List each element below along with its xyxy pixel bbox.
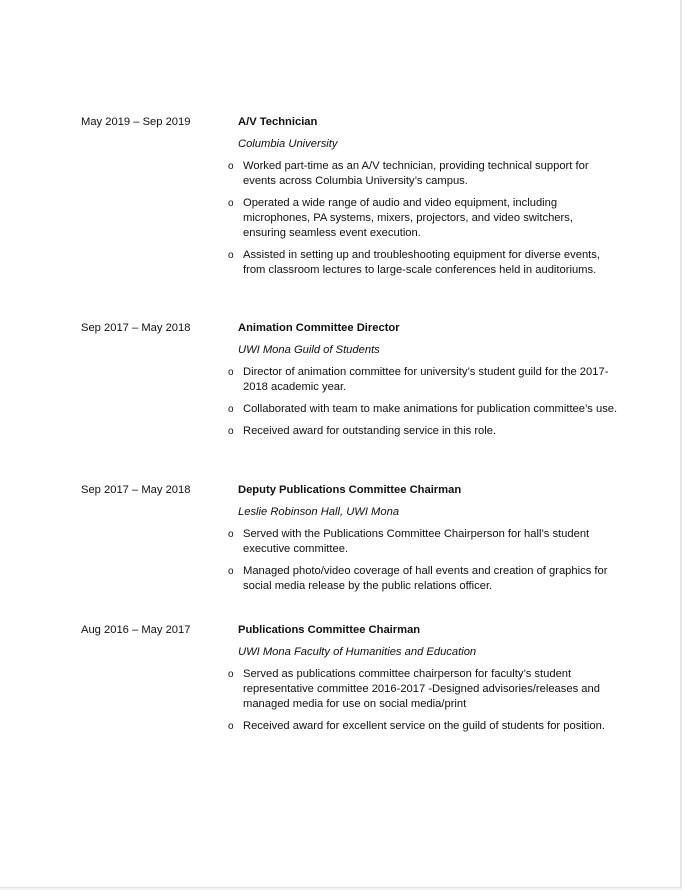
entry-title: Publications Committee Chairman (238, 624, 421, 636)
entry-bullet-list (228, 159, 618, 285)
bullet-text: Received award for outstanding service in this role. (243, 425, 497, 437)
bullet-icon: o (228, 161, 234, 172)
entry-organization: UWI Mona Faculty of Humanities and Education (238, 646, 477, 658)
entry-bullet-list (228, 527, 618, 601)
list-item (228, 667, 618, 712)
bullet-text: Operated a wide range of audio and video equipment, including microphones, PA systems, mixers, projectors, and video switchers, ensuring seamless event execution. (243, 197, 573, 239)
bullet-text: Assisted in setting up and troubleshooting equipment for diverse events, from classroom lectures to large-scale conferences held in auditoriums. (243, 249, 600, 276)
bullet-icon: o (228, 566, 234, 577)
bullet-icon: o (228, 367, 234, 378)
entry-organization: UWI Mona Guild of Students (238, 344, 380, 356)
list-item (228, 248, 618, 278)
list-item (228, 424, 618, 439)
entry-bullet-list (228, 667, 618, 741)
bullet-text: Worked part-time as an A/V technician, providing technical support for events across Columbia University’s campus. (243, 160, 589, 187)
entry-date: Sep 2017 – May 2018 (81, 322, 191, 334)
bullet-icon: o (228, 198, 234, 209)
list-item (228, 564, 618, 594)
list-item (228, 196, 618, 241)
entry-date: Aug 2016 – May 2017 (81, 624, 191, 636)
entry-organization: Columbia University (238, 138, 338, 150)
bullet-text: Director of animation committee for university’s student guild for the 2017-2018 academic year. (243, 366, 609, 393)
bullet-icon: o (228, 669, 234, 680)
bullet-text: Received award for excellent service on the guild of students for position. (243, 720, 605, 732)
entry-date: Sep 2017 – May 2018 (81, 484, 191, 496)
bullet-icon: o (228, 250, 234, 261)
bullet-icon: o (228, 426, 234, 437)
entry-bullet-list (228, 365, 618, 446)
bullet-text: Collaborated with team to make animations for publication committee’s use. (243, 403, 618, 415)
entry-organization: Leslie Robinson Hall, UWI Mona (238, 506, 400, 518)
entry-date: May 2019 – Sep 2019 (81, 116, 191, 128)
entry-title: Deputy Publications Committee Chairman (238, 484, 462, 496)
bullet-text: Served as publications committee chairperson for faculty’s student representative committee 2016-2017 -Designed advisories/releases and managed media for use on social media/print (243, 668, 600, 710)
bullet-icon: o (228, 529, 234, 540)
bullet-text: Managed photo/video coverage of hall events and creation of graphics for social media release by the public relations officer. (243, 565, 608, 592)
bullet-icon: o (228, 721, 234, 732)
entry-title: Animation Committee Director (238, 322, 400, 334)
list-item (228, 159, 618, 189)
list-item (228, 365, 618, 395)
bullet-icon: o (228, 404, 234, 415)
list-item (228, 527, 618, 557)
list-item (228, 719, 618, 734)
bullet-text: Served with the Publications Committee Chairperson for hall’s student executive committee. (243, 528, 590, 555)
entry-title: A/V Technician (238, 116, 318, 128)
list-item (228, 402, 618, 417)
